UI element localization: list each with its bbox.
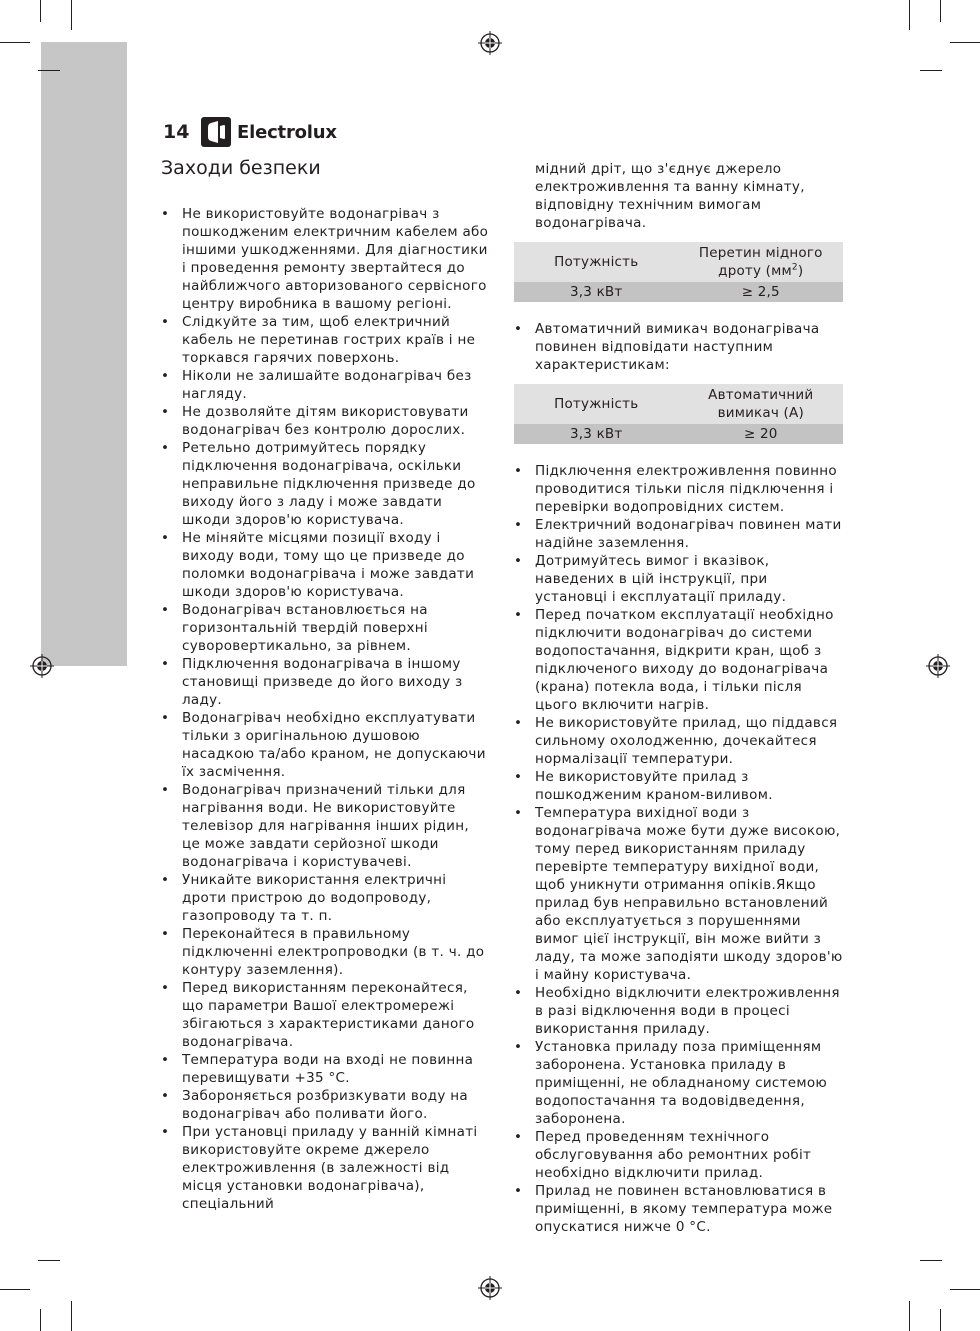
registration-mark-icon [926, 654, 950, 678]
list-item: • Водонагрівач встановлюється на горизонтальній твердій поверхні суворовертикально, за рівнем. [161, 601, 491, 655]
list-item: • Не міняйте місцями позиції входу і виходу води, тому що це призведе до поломки водонагрівача і може завдати шкоди здоров'ю користувача. [161, 529, 491, 601]
brand-logo [201, 117, 337, 147]
continued-paragraph: мідний дріт, що з'єднує джерело електроживлення та ванну кімнату, відповідну технічним вимогам водонагрівача. [535, 161, 805, 231]
table-cell: ≥ 2,5 [679, 282, 844, 302]
registration-mark-icon [30, 654, 54, 678]
left-column [161, 205, 491, 1213]
list-item: • Не використовуйте водонагрівач з пошкодженим електричним кабелем або іншими ушкодженнями. Для діагностики і проведення ремонту звертайтеся до найближчого авторизованого сервісного центру виробника в вашому регіоні. [161, 205, 491, 313]
list-item: • Ніколи не залишайте водонагрівач без нагляду. [161, 367, 491, 403]
list-item: • Не використовуйте прилад, що піддався сильному охолодженню, дочекайтеся нормалізації температури. [514, 714, 844, 768]
list-item: • Необхідно відключити електроживлення в разі відключення води в процесі використання приладу. [514, 984, 844, 1038]
page-number: 14 [163, 121, 190, 143]
list-item: • Слідкуйте за тим, щоб електричний кабель не перетинав гострих країв і не торкався гарячих поверхонь. [161, 313, 491, 367]
list-item: • Ретельно дотримуйтесь порядку підключення водонагрівача, оскільки неправильне підключення призведе до виходу його з ладу і може завдати шкоди здоров'ю користувача. [161, 439, 491, 529]
list-item: • Установка приладу поза приміщенням заборонена. Установка приладу в приміщенні, не обладнаному системою водопостачання та водовідведення, заборонена. [514, 1038, 844, 1128]
list-item: • Прилад не повинен встановлюватися в приміщенні, в якому температура може опускатися нижче 0 °С. [514, 1182, 844, 1236]
wire-section-table [514, 242, 843, 302]
list-item: • Перед використанням переконайтеся, що параметри Вашої електромережі збігаються з характеристиками даного водонагрівача. [161, 979, 491, 1051]
list-item: • Не дозволяйте дітям використовувати водонагрівач без контролю дорослих. [161, 403, 491, 439]
safety-list-left [161, 205, 491, 1213]
list-item: • Підключення водонагрівача в іншому становищі призведе до його виходу з ладу. [161, 655, 491, 709]
table-header: Потужність [514, 384, 679, 424]
table-header: Автоматичний вимикач (А) [679, 384, 844, 424]
list-item: • Переконайтеся в правильному підключенні електропроводки (в т. ч. до контуру заземлення). [161, 925, 491, 979]
table-cell: 3,3 кВт [514, 424, 679, 444]
electrolux-logo-icon [201, 117, 231, 147]
table-header: Потужність [514, 242, 679, 282]
list-item: • Не використовуйте прилад з пошкодженим краном-виливом. [514, 768, 844, 804]
table-header: Перетин мідного дроту $(мм^2)$ [679, 242, 844, 282]
list-item: • Електричний водонагрівач повинен мати надійне заземлення. [514, 516, 844, 552]
registration-mark-icon [478, 1276, 502, 1300]
list-item: • Водонагрівач призначений тільки для нагрівання води. Не використовуйте телевізор для нагрівання інших рідин, це може завдати серйозної шкоди водонагрівача і користувачеві. [161, 781, 491, 871]
safety-list-right-mid [514, 320, 844, 374]
list-item: • Температура вихідної води з водонагрівача може бути дуже високою, тому перед використанням приладу перевірте температуру вихідної води, щоб уникнути отримання опіків.Якщо прилад був неправильно встановлений або експлуатується з порушеннями вимог цієї інструкції, він може вийти з ладу, та може заподіяти шкоду здоров'ю і майну користувача. [514, 804, 844, 984]
table-cell: ≥ 20 [679, 424, 844, 444]
right-column [514, 160, 844, 1236]
list-item: • Водонагрівач необхідно експлуатувати тільки з оригінальною душовою насадкою та/або краном, не допускаючи їх засмічення. [161, 709, 491, 781]
list-item: • Перед проведенням технічного обслуговування або ремонтних робіт необхідно відключити прилад. [514, 1128, 844, 1182]
page-header [163, 116, 337, 148]
page-title: Заходи безпеки [161, 157, 321, 179]
list-item: • Підключення електроживлення повинно проводитися тільки після підключення і перевірки водопровідних систем. [514, 462, 844, 516]
list-item: • При установці приладу у ванній кімнаті використовуйте окреме джерело електроживлення (в залежності від місця установки водонагрівача), спеціальний [161, 1123, 491, 1213]
table-cell: 3,3 кВт [514, 282, 679, 302]
list-item: • Перед початком експлуатації необхідно підключити водонагрівач до системи водопостачання, відкрити кран, щоб з підключеного виходу до водонагрівача (крана) потекла вода, і тільки після цього включити нагрів. [514, 606, 844, 714]
list-item: • Дотримуйтесь вимог і вказівок, наведених в цій інструкції, при установці і експлуатації приладу. [514, 552, 844, 606]
side-band [41, 42, 127, 666]
registration-mark-icon [478, 31, 502, 55]
list-item: • Забороняється розбризкувати воду на водонагрівач або поливати його. [161, 1087, 491, 1123]
list-item: • Уникайте використання електричні дроти пристрою до водопроводу, газопроводу та т. п. [161, 871, 491, 925]
brand-name: Electrolux [237, 121, 337, 143]
safety-list-right [514, 462, 844, 1236]
breaker-table [514, 384, 843, 444]
list-item: • Автоматичний вимикач водонагрівача повинен відповідати наступним характеристикам: [514, 320, 844, 374]
list-item: • Температура води на вході не повинна перевищувати +35 °C. [161, 1051, 491, 1087]
